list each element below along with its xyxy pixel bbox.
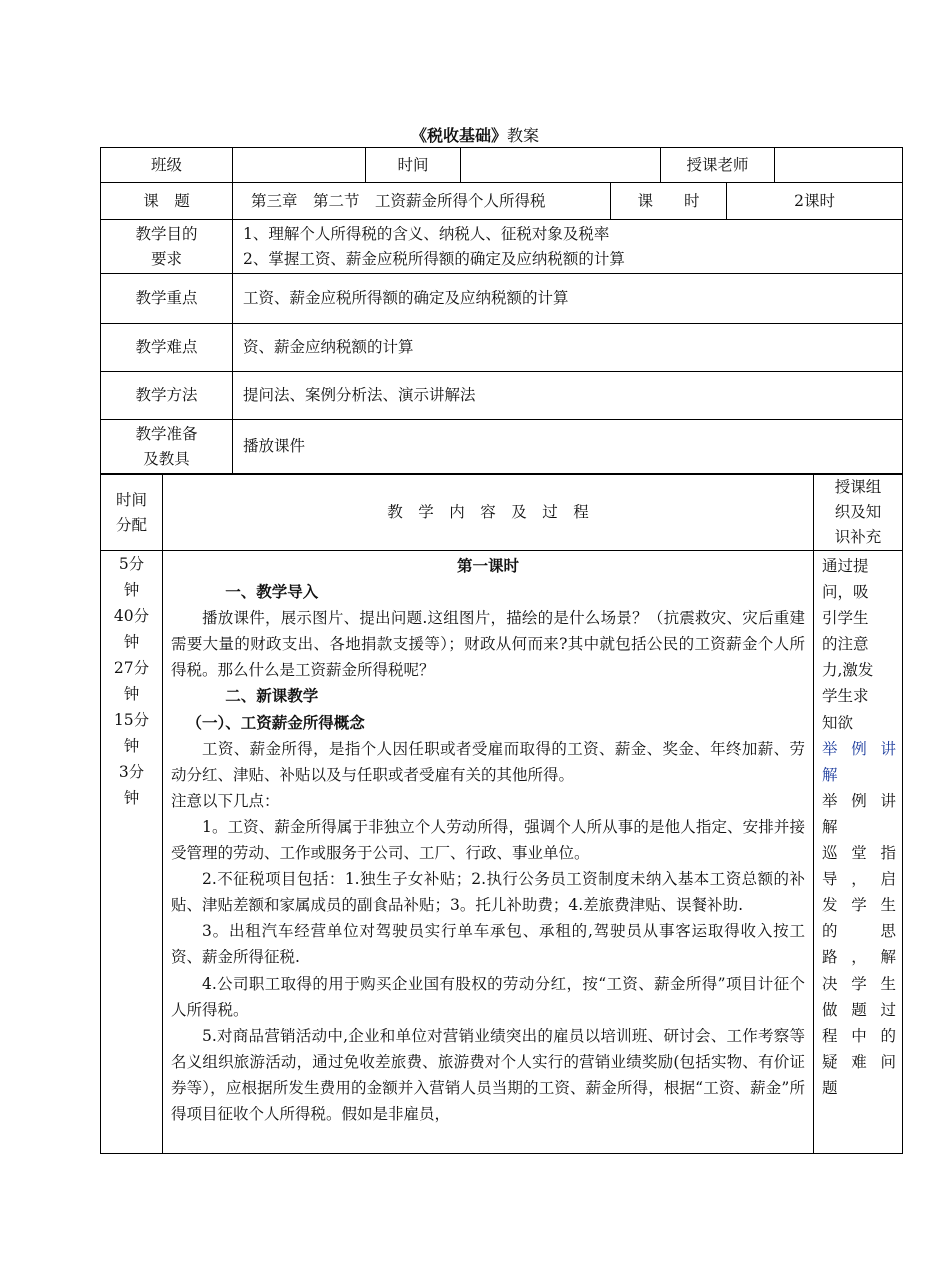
class-value[interactable] [233, 148, 366, 183]
time-alloc-item: 钟 [123, 685, 140, 703]
note-line: 举例讲 [822, 739, 896, 758]
time-alloc-item: 27分 [113, 659, 150, 677]
method-value: 提问法、案例分析法、演示讲解法 [233, 372, 903, 420]
time-alloc-header-line1: 时间 [115, 490, 147, 509]
hours-value: 2课时 [727, 183, 903, 220]
paragraph-point-2: 2.不征税项目包括：1.独生子女补贴；2.执行公务员工资制度未纳入基本工资总额的补贴、津贴差额和家属成员的副食品补贴；3。托儿补助费；4.差旅费津贴、误餐补助. [171, 870, 805, 915]
time-alloc-header-line2: 分配 [115, 515, 147, 534]
time-alloc-item: 钟 [123, 737, 140, 755]
class-label: 班级 [101, 148, 233, 183]
objectives-label-line2: 要求 [150, 249, 182, 268]
notes-header-line3: 识补充 [834, 528, 882, 546]
paragraph-definition: 工资、薪金所得，是指个人因任职或者受雇而取得的工资、薪金、奖金、年终加薪、劳动分红、津贴、补贴以及与任职或者受雇有关的其他所得。 [171, 739, 805, 784]
objectives-value [233, 220, 903, 274]
notes-header-line2: 织及知 [834, 503, 882, 521]
time-alloc-item: 3分 [118, 763, 145, 781]
difficulty-value: 资、薪金应纳税额的计算 [233, 324, 903, 372]
key-value: 工资、薪金应税所得额的确定及应纳税额的计算 [233, 274, 903, 324]
time-alloc-item: 钟 [123, 789, 140, 807]
page-title-rest: 教案 [507, 126, 540, 145]
teacher-value[interactable] [775, 148, 903, 183]
note-line: 知欲 [822, 713, 854, 732]
paragraph-point-1: 1。工资、薪金所得属于非独立个人劳动所得，强调个人所从事的是他人指定、安排并接受管理的劳动、工作或服务于公司、工厂、行政、事业单位。 [171, 817, 805, 863]
prep-label-line2: 及教具 [143, 449, 190, 468]
prep-label [101, 420, 233, 474]
objective-2: 2、掌握工资、薪金应税所得额的确定及应纳税额的计算 [243, 249, 625, 268]
note-line: 通过提 [822, 557, 869, 575]
note-line: 路，解 [822, 948, 896, 967]
topic-value: 第三章 第二节 工资薪金所得个人所得税 [233, 183, 611, 220]
paragraph-intro: 播放课件，展示图片、提出问题.这组图片，描绘的是什么场景？（抗震救灾、灾后重建需要大量的财政支出、各地捐款支援等）；财政从何而来?其中就包括公民的工资薪金个人所得税。那么什么是工资薪金所得税呢？ [171, 609, 805, 680]
teacher-label: 授课老师 [661, 148, 775, 183]
time-alloc-item: 15分 [113, 711, 150, 729]
time-alloc-item: 40分 [113, 607, 150, 625]
time-label: 时间 [366, 148, 461, 183]
prep-label-line1: 教学准备 [135, 424, 198, 443]
time-alloc-list [101, 551, 163, 1154]
objectives-label [101, 220, 233, 274]
lesson-title: 第一课时 [456, 556, 519, 575]
note-line: 做题过 [822, 1000, 896, 1019]
page-title-bold: 《税收基础》 [410, 126, 507, 145]
note-line: 程中的 [822, 1026, 896, 1045]
note-example-2 [822, 788, 896, 840]
note-line: 发学生 [822, 896, 896, 915]
lesson-content-table [100, 474, 903, 1154]
time-alloc-item: 钟 [123, 633, 140, 651]
note-line: 的思 [822, 922, 896, 941]
page-title [0, 126, 950, 146]
note-line: 的注意 [822, 635, 869, 654]
paragraph-point-4: 4.公司职工取得的用于购买企业国有股权的劳动分红，按“工资、薪金所得”项目计征个人所得税。 [171, 974, 805, 1019]
time-alloc-item: 5分 [118, 555, 145, 573]
note-example-1 [822, 736, 896, 788]
note-line: 解 [822, 765, 838, 784]
note-line: 举例讲 [822, 791, 896, 810]
note-guidance [822, 840, 896, 1101]
time-alloc-header [101, 475, 163, 551]
note-line: 问，吸 [822, 583, 869, 602]
note-line: 导，启 [822, 870, 896, 889]
lesson-header-table [100, 147, 903, 474]
note-line: 力,激发 [822, 661, 874, 680]
time-alloc-item: 钟 [123, 581, 140, 599]
notes-header [814, 475, 903, 551]
hours-label: 课 时 [611, 183, 727, 220]
note-attention [822, 553, 896, 736]
note-line: 题 [822, 1078, 838, 1097]
difficulty-label: 教学难点 [101, 324, 233, 372]
note-line: 巡堂指 [822, 844, 896, 863]
paragraph-point-3: 3。出租汽车经营单位对驾驶员实行单车承包、承租的,驾驶员从事客运取得收入按工资、薪金所得征税. [171, 922, 805, 967]
note-line: 引学生 [822, 609, 869, 628]
objectives-label-line1: 教学目的 [135, 224, 198, 243]
note-line: 决学生 [822, 974, 896, 993]
content-header: 教 学 内 容 及 过 程 [163, 475, 814, 551]
lesson-body [163, 551, 814, 1154]
section-intro-heading: 一、教学导入 [225, 582, 319, 602]
notes-header-line1: 授课组 [834, 478, 882, 496]
prep-value: 播放课件 [233, 420, 903, 474]
method-label: 教学方法 [101, 372, 233, 420]
objective-1: 1、理解个人所得税的含义、纳税人、征税对象及税率 [243, 224, 610, 243]
section-new-lesson-heading: 二、新课教学 [225, 686, 319, 706]
topic-label: 课 题 [101, 183, 233, 220]
notes-column [814, 551, 903, 1154]
paragraph-notes-intro: 注意以下几点： [171, 791, 280, 810]
note-line: 学生求 [822, 687, 869, 706]
note-line: 解 [822, 817, 838, 836]
time-value[interactable] [461, 148, 661, 183]
subsection-concept-heading: （一）、工资薪金所得概念 [186, 712, 365, 732]
key-label: 教学重点 [101, 274, 233, 324]
note-line: 疑难问 [822, 1052, 896, 1071]
paragraph-point-5: 5.对商品营销活动中,企业和单位对营销业绩突出的雇员以培训班、研讨会、工作考察等名义组织旅游活动，通过免收差旅费、旅游费对个人实行的营销业绩奖励(包括实物、有价证券等），应根据所发生费用的金额并入营销人员当期的工资、薪金所得，根据“工资、薪金”所得项目征收个人所得税。假如是非雇员， [171, 1026, 805, 1123]
